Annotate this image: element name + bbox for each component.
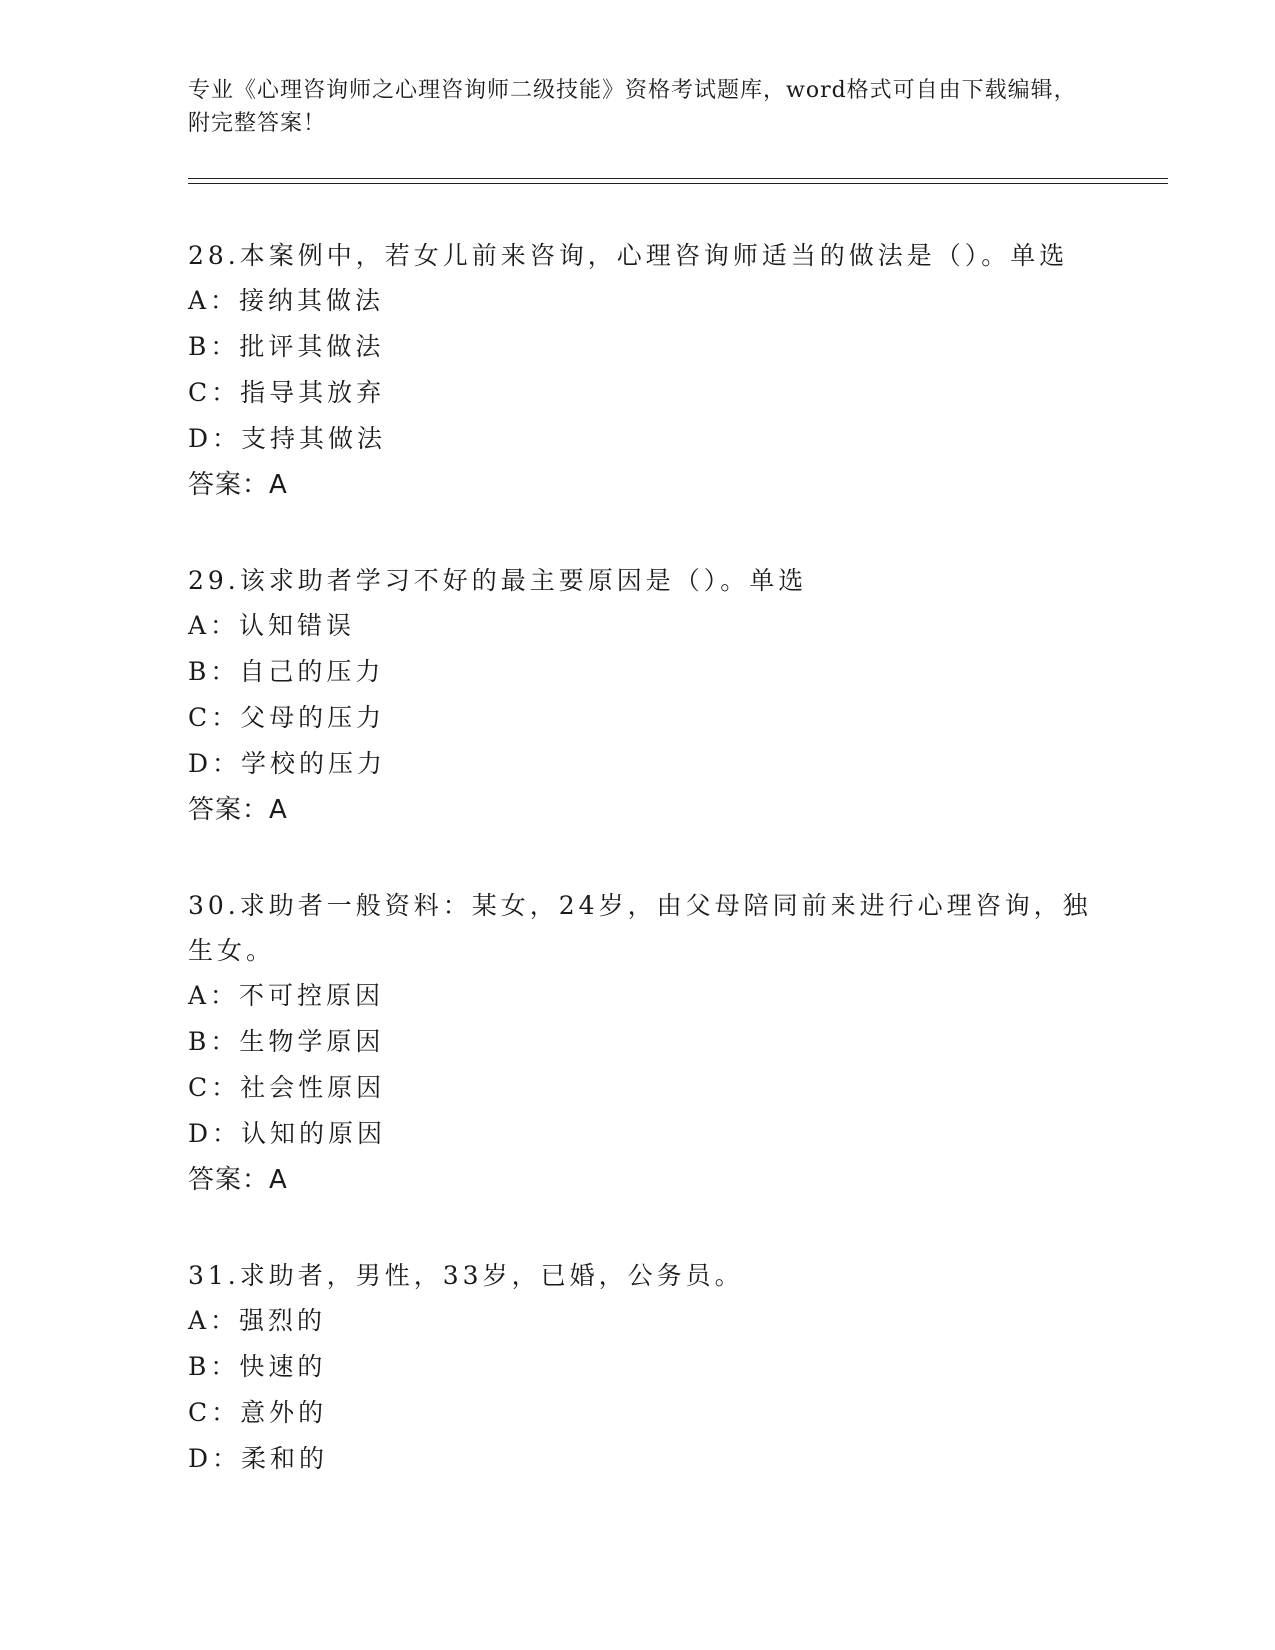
option-d: D：柔和的	[188, 1444, 329, 1473]
answer-line: 答案：A	[188, 1165, 288, 1195]
option-c: C：社会性原因	[188, 1073, 386, 1102]
option-c: C：父母的压力	[188, 703, 386, 732]
question-31	[188, 1253, 1108, 1482]
header-divider-top	[188, 178, 1168, 179]
option-b: B：批评其做法	[188, 332, 385, 361]
question-30	[188, 883, 1108, 1203]
option-d: D：认知的原因	[188, 1119, 387, 1148]
answer-line: 答案：A	[188, 795, 288, 825]
option-a: A：不可控原因	[188, 981, 385, 1010]
question-text: 29.该求助者学习不好的最主要原因是（）。单选	[188, 566, 808, 595]
option-a: A：接纳其做法	[188, 286, 385, 315]
option-a: A：强烈的	[188, 1306, 327, 1335]
question-list	[188, 233, 1108, 1532]
option-d: D：支持其做法	[188, 424, 387, 453]
option-b: B：快速的	[188, 1352, 327, 1381]
header-divider-bottom	[188, 183, 1168, 184]
question-29	[188, 558, 1108, 833]
answer-line: 答案：A	[188, 470, 288, 500]
option-b: B：生物学原因	[188, 1027, 385, 1056]
intro-text: 专业《心理咨询师之心理咨询师二级技能》资格考试题库，word格式可自由下载编辑，附完整答案！	[188, 78, 1077, 136]
option-a: A：认知错误	[188, 611, 356, 640]
option-c: C：意外的	[188, 1398, 328, 1427]
question-text: 28.本案例中，若女儿前来咨询，心理咨询师适当的做法是（）。单选	[188, 241, 1069, 270]
document-intro	[188, 74, 1088, 140]
option-d: D：学校的压力	[188, 749, 387, 778]
question-text: 31.求助者，男性，33岁，已婚，公务员。	[188, 1261, 744, 1290]
question-text: 30.求助者一般资料：某女，24岁，由父母陪同前来进行心理咨询，独生女。	[188, 891, 1092, 965]
question-28	[188, 233, 1108, 508]
option-b: B：自己的压力	[188, 657, 385, 686]
option-c: C：指导其放弃	[188, 378, 386, 407]
